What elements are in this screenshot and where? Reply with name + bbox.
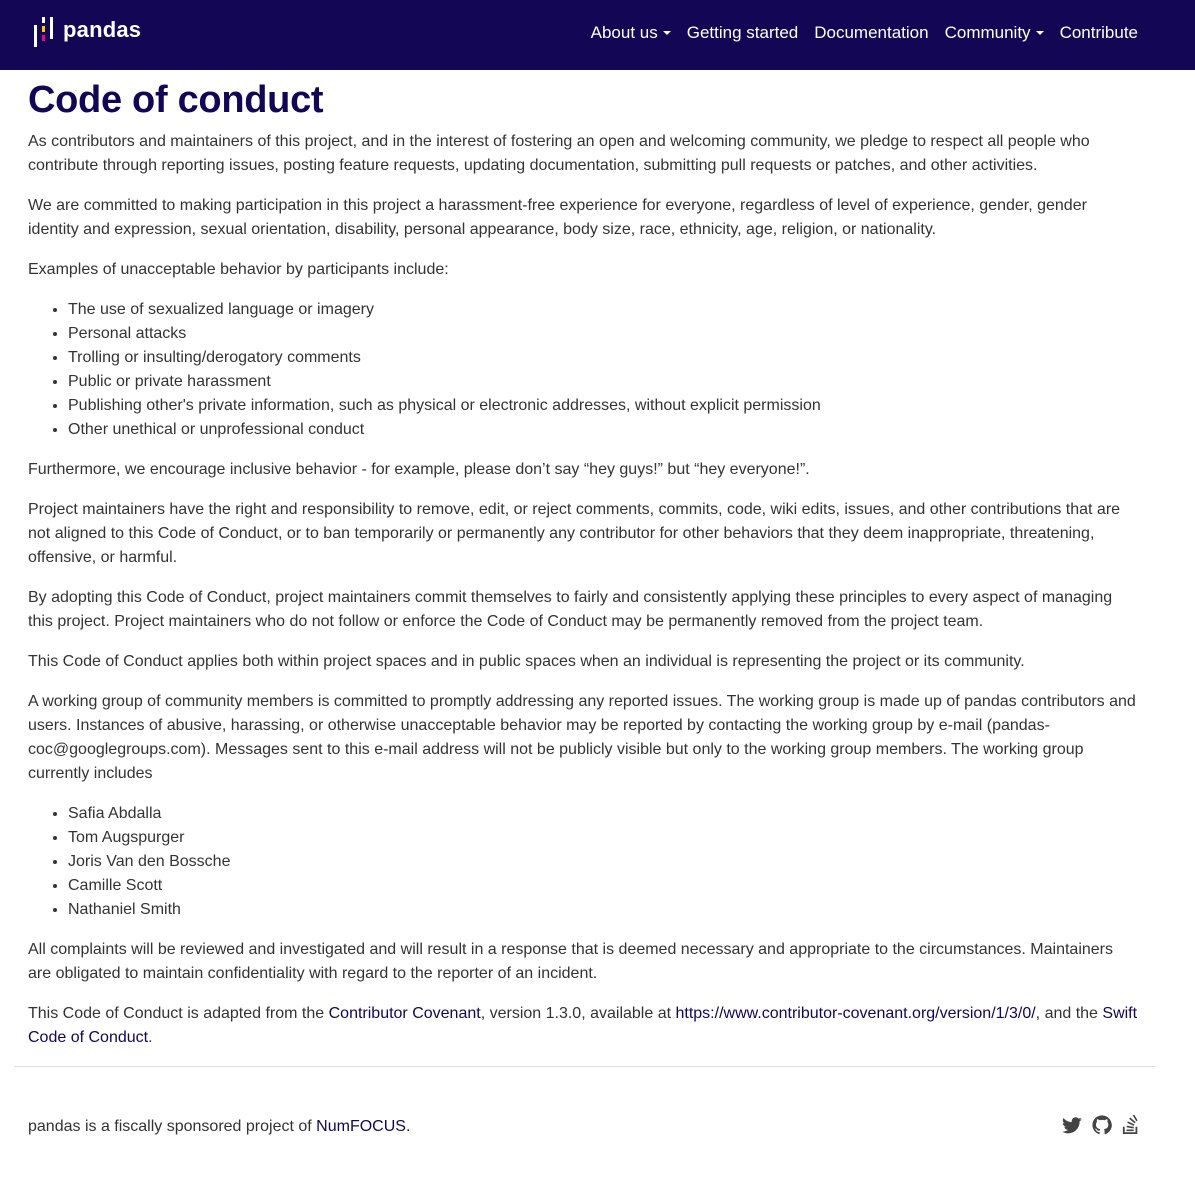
twitter-icon[interactable] (1062, 1117, 1082, 1139)
numfocus-link[interactable]: NumFOCUS. (316, 1118, 411, 1135)
navbar (0, 0, 1195, 70)
working-group-members-list (28, 802, 1140, 922)
caret-down-icon (663, 31, 671, 35)
paragraph-commitment: We are committed to making participation in this project a harassment-free experience for everyone, regardless of level of experience, gender, gender identity and expression, sexual orientation, disability, personal appearance, body size, race, ethnicity, age, religion, or nationality. (28, 197, 1087, 238)
list-item: • Camille Scott (68, 874, 1140, 898)
paragraph-working-group: A working group of community members is committed to promptly addressing any reported issues. The working group is made up of pandas contributors and users. Instances of abusive, harassing, or otherwise unacceptable behavior may be reported by contacting the working group by e-mail (pandas-coc@googlegroups.com). Messages sent to this e-mail address will not be publicly visible but only to the working group members. The working group currently includes (28, 693, 1136, 782)
list-item: • Public or private harassment (68, 370, 1140, 394)
list-item: • Nathaniel Smith (68, 898, 1140, 922)
page-title: Code of conduct (28, 79, 324, 121)
main-nav (575, 0, 1138, 66)
list-item: • Personal attacks (68, 322, 1140, 346)
footer-sponsor-label: pandas is a fiscally sponsored project of (28, 1118, 317, 1135)
list-item: • The use of sexualized language or imagery (68, 298, 1140, 322)
paragraph-adoption: By adopting this Code of Conduct, project maintainers commit themselves to fairly and consistently applying these principles to every aspect of managing this project. Project maintainers who do not follow or enforce the Code of Conduct may be permanently removed from the project team. (28, 589, 1113, 630)
brand-link[interactable] (33, 15, 141, 49)
github-icon[interactable] (1092, 1115, 1112, 1140)
paragraph-scope: This Code of Conduct applies both within project spaces and in public spaces when an individual is representing the project or its community. (28, 653, 1025, 670)
attribution-text: . (148, 1029, 153, 1046)
paragraph-examples-intro: Examples of unacceptable behavior by participants include: (28, 261, 449, 278)
paragraph-attribution (28, 1002, 1140, 1050)
list-item: • Safia Abdalla (68, 802, 1140, 826)
nav-about-us[interactable] (591, 23, 671, 43)
paragraph-maintainer-rights: Project maintainers have the right and responsibility to remove, edit, or reject comments, commits, code, wiki edits, issues, and other contributions that are not aligned to this Code of Conduct, or to ban temporarily or permanently any contributor for other behaviors that they deem inappropriate, threatening, offensive, or harmful. (28, 501, 1121, 566)
list-item: • Other unethical or unprofessional conduct (68, 418, 1140, 442)
pandas-logo-icon (33, 15, 55, 49)
covenant-url-link[interactable]: https://www.contributor-covenant.org/version/1/3/0/ (675, 1005, 1036, 1022)
paragraph-inclusive: Furthermore, we encourage inclusive behavior - for example, please don’t say “hey guys!” but “hey everyone!”. (28, 461, 810, 478)
list-item: • Joris Van den Bossche (68, 850, 1140, 874)
paragraph-pledge: As contributors and maintainers of this project, and in the interest of fostering an open and welcoming community, we pledge to respect all people who contribute through reporting issues, posting feature requests, updating documentation, submitting pull requests or patches, and other activities. (28, 133, 1090, 174)
contributor-covenant-link[interactable]: Contributor Covenant (328, 1005, 481, 1022)
paragraph-complaints: All complaints will be reviewed and investigated and will result in a response that is deemed necessary and appropriate to the circumstances. Maintainers are obligated to maintain confidentiality with regard to the reporter of an incident. (28, 941, 1114, 982)
nav-community[interactable] (945, 23, 1044, 43)
stack-overflow-icon[interactable] (1122, 1115, 1140, 1140)
list-item: • Trolling or insulting/derogatory comments (68, 346, 1140, 370)
nav-about-us-label: About us (590, 23, 658, 42)
swift-code-of-conduct-link[interactable]: Swift Code of Conduct (28, 1005, 1138, 1046)
nav-getting-started[interactable]: Getting started (686, 23, 799, 42)
attribution-text: This Code of Conduct is adapted from the (28, 1005, 329, 1022)
nav-contribute[interactable]: Contribute (1059, 23, 1138, 42)
brand-name: pandas (63, 17, 142, 42)
social-links (1052, 1115, 1140, 1140)
nav-documentation[interactable]: Documentation (814, 23, 929, 42)
footer-sponsor-text (28, 1115, 410, 1139)
list-item: • Tom Augspurger (68, 826, 1140, 850)
caret-down-icon (1036, 31, 1044, 35)
attribution-text: , version 1.3.0, available at (480, 1005, 676, 1022)
footer (0, 1067, 1195, 1187)
attribution-text: , and the (1035, 1005, 1103, 1022)
list-item: • Publishing other's private information, such as physical or electronic addresses, without explicit permission (68, 394, 1140, 418)
main-content (0, 80, 1140, 1050)
nav-community-label: Community (944, 23, 1031, 42)
unacceptable-behavior-list (28, 298, 1140, 442)
